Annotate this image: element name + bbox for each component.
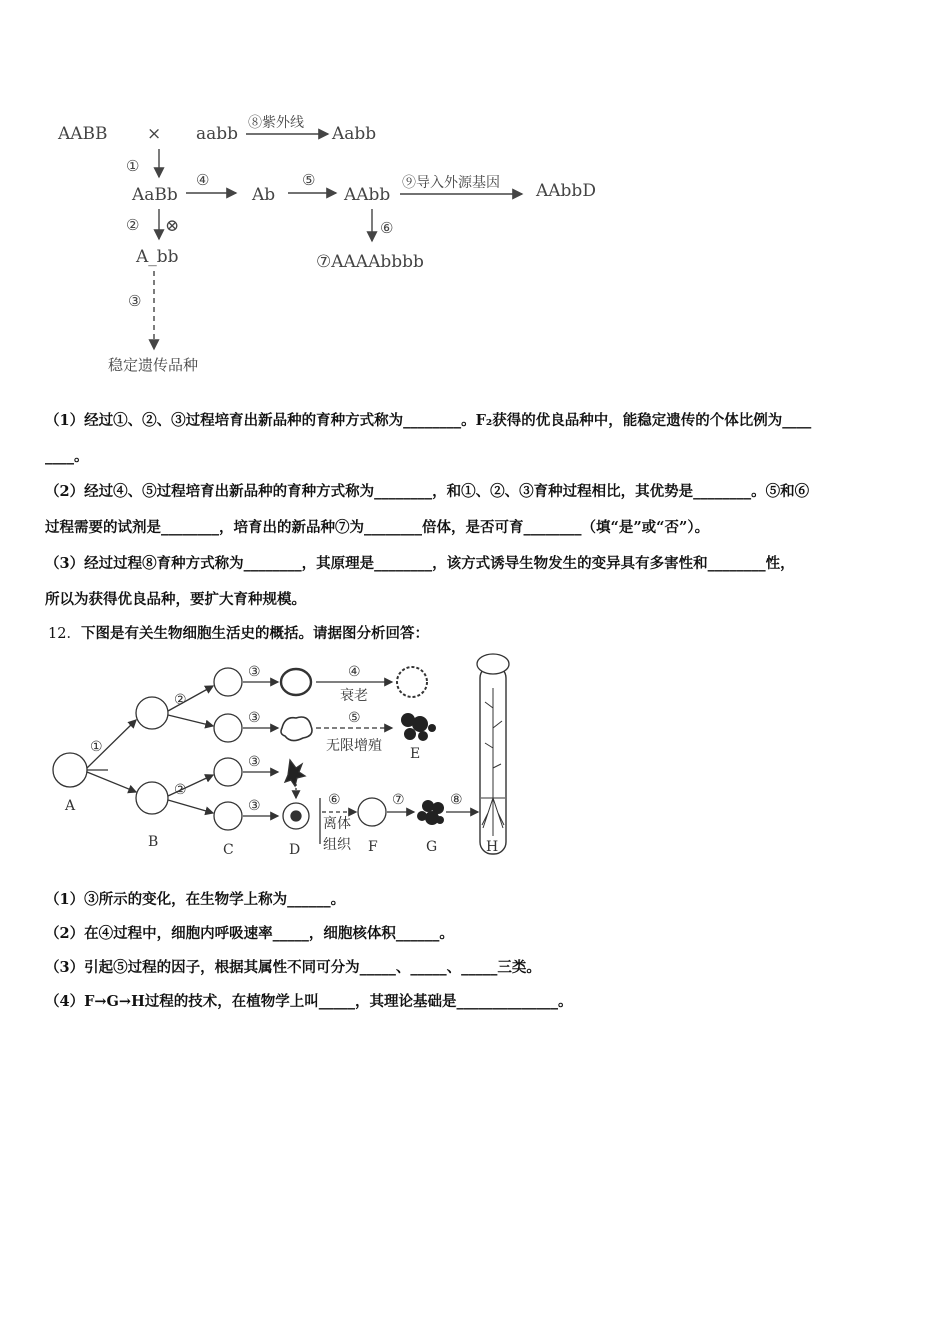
label-d: D	[289, 842, 301, 858]
q12-number: 12．	[48, 626, 81, 642]
step2a-label: ②	[174, 692, 187, 708]
label-c: C	[223, 842, 234, 858]
q12-stem	[48, 622, 429, 646]
stable-variety: 稳定遗传品种	[108, 356, 199, 374]
label-f: F	[368, 839, 378, 855]
cell-b-top	[136, 697, 168, 729]
neuron-cell	[285, 760, 305, 786]
differentiated-cell-2	[281, 717, 312, 741]
q11-part1-line1: （1）经过①、②、③过程培育出新品种的育种方式称为________。F₂获得的优良品种中，能稳定遗传的个体比例为____	[45, 412, 812, 429]
cell-c-1	[214, 668, 242, 696]
cross-symbol: ×	[147, 124, 162, 144]
explant-label-2: 组织	[323, 837, 351, 853]
cell-a	[53, 753, 87, 787]
label-h: H	[486, 839, 499, 855]
aging-label: 衰老	[340, 688, 368, 704]
q12-sub4: （4）F→G→H过程的技术，在植物学上叫_____，其理论基础是______________。	[45, 993, 573, 1010]
callus-g	[417, 800, 444, 825]
step2-label: ②	[126, 216, 140, 234]
haploid-ab: Ab	[252, 185, 276, 205]
step7-label: ⑦	[392, 792, 405, 808]
q11-part3-line2: 所以为获得优良品种，要扩大育种规模。	[45, 591, 306, 608]
tetraploid-aaaabbbb: ⑦AAAAbbbb	[316, 252, 424, 272]
test-tube-h	[477, 654, 509, 854]
label-e: E	[410, 746, 421, 762]
transgenic-aabbd: AAbbD	[536, 181, 596, 201]
step3-label: ③	[128, 292, 142, 310]
q12-sub2: （2）在④过程中，细胞内呼吸速率_____，细胞核体积______。	[45, 925, 454, 942]
explant-label-1: 离体	[323, 816, 351, 832]
q12-stem-text: 下图是有关生物细胞生活史的概括。请据图分析回答：	[80, 625, 429, 642]
step5-label: ⑤	[302, 171, 316, 189]
q12-sub3: （3）引起⑤过程的因子，根据其属性不同可分为_____、_____、_____三类。	[45, 959, 541, 976]
arrow-a-to-b-bottom	[87, 772, 136, 792]
step6-label: ⑥	[380, 219, 394, 237]
step6-label: ⑥	[328, 792, 341, 808]
step3d-label: ③	[248, 798, 261, 814]
aged-cell	[397, 667, 427, 697]
step3a-label: ③	[248, 664, 261, 680]
arrow-b-to-c4	[168, 800, 213, 813]
f1-aabb: AaBb	[132, 185, 178, 205]
cell-c-4	[214, 802, 242, 830]
step1-label: ①	[90, 739, 103, 755]
q11-part2-line1: （2）经过④、⑤过程培育出新品种的育种方式称为________，和①、②、③育种过程相比，其优势是________。⑤和⑥	[45, 483, 810, 500]
step4-label: ④	[196, 171, 210, 189]
unlimited-growth-label: 无限增殖	[326, 738, 382, 754]
q11-part2-line2: 过程需要的试剂是________，培育出的新品种⑦为________倍体，是否可育________（填“是”或“否”）。	[45, 519, 710, 536]
label-a: A	[65, 798, 76, 814]
cell-b-bottom	[136, 782, 168, 814]
q11-part1	[45, 403, 910, 475]
doubled-aabb: AAbb	[344, 185, 391, 205]
step1-label: ①	[126, 157, 140, 175]
q11-part3-line1: （3）经过过程⑧育种方式称为________，其原理是________，该方式诱导生物发生的变异具有多害性和________性，	[45, 555, 795, 572]
step4-label: ④	[348, 664, 361, 680]
cell-d-nucleus	[291, 811, 301, 821]
step2b-label: ②	[174, 782, 187, 798]
step8-label: ⑧紫外线	[248, 115, 304, 131]
step8-label: ⑧	[450, 792, 463, 808]
cell-c-3	[214, 758, 242, 786]
label-b: B	[148, 834, 159, 850]
parent-aabb-dominant: AABB	[58, 124, 108, 144]
q11-part3	[45, 546, 910, 618]
differentiated-cell-1	[281, 669, 311, 695]
arrow-b-to-c2	[168, 715, 213, 726]
step9-label: ⑨导入外源基因	[402, 175, 500, 191]
cell-c-2	[214, 714, 242, 742]
cell-f	[358, 798, 386, 826]
cancer-cells-e	[401, 713, 436, 741]
q11-part1-line2: ____。	[45, 448, 89, 465]
label-g: G	[426, 839, 438, 855]
step5-label: ⑤	[348, 710, 361, 726]
mutant-aabb: Aabb	[332, 124, 377, 144]
q12-sub1: （1）③所示的变化，在生物学上称为______。	[45, 891, 346, 908]
f2-abb: A_bb	[136, 247, 179, 267]
breeding-diagram	[40, 105, 640, 390]
cell-life-history-diagram	[40, 648, 530, 870]
q11-part2	[45, 474, 910, 546]
step3b-label: ③	[248, 710, 261, 726]
parent-aabb-recessive: aabb	[196, 124, 239, 144]
step3c-label: ③	[248, 754, 261, 770]
selfing-symbol: ⊗	[165, 216, 180, 236]
